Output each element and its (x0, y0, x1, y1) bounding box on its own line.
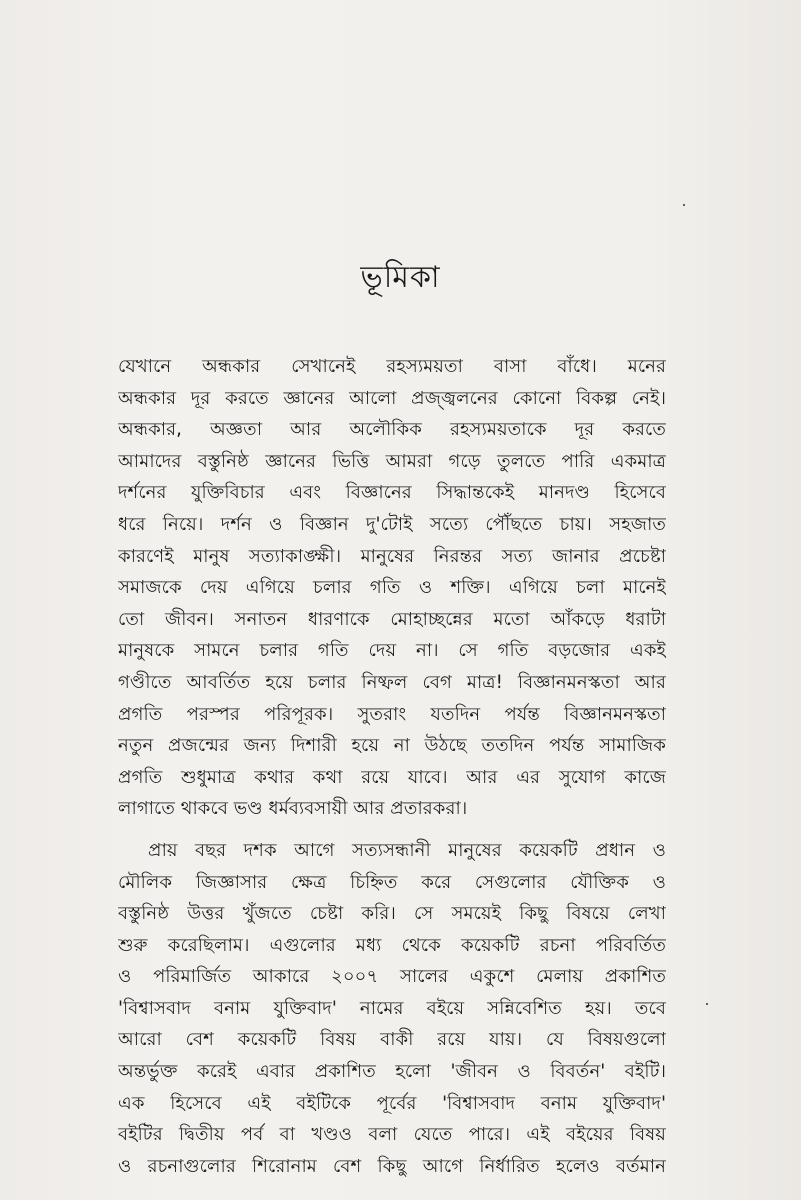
text-line: ধরে নিয়ে। দর্শন ও বিজ্ঞান দু'টোই সত্যে পৌঁছতে চায়। সহজাত (118, 513, 666, 535)
text-line: বইটির দ্বিতীয় পর্ব বা খণ্ডও বলা যেতে পারে। এই বইয়ের বিষয় (118, 1124, 666, 1146)
text-line: তো জীবন। সনাতন ধারণাকে মোহাচ্ছন্নের মতো আঁকড়ে ধরাটা (118, 608, 666, 630)
paragraph-2 (118, 835, 666, 1183)
text-line: মানুষকে সামনে চলার গতি দেয় না। সে গতি বড়জোর একই (118, 640, 666, 662)
body-text (118, 351, 666, 1182)
paragraph-gap (118, 825, 666, 835)
text-line: প্রগতি শুধুমাত্র কথার কথা রয়ে যাবে। আর এর সুযোগ কাজে (118, 766, 666, 788)
text-line: 'বিশ্বাসবাদ বনাম যুক্তিবাদ' নামের বইয়ে সন্নিবেশিত হয়। তবে (118, 997, 666, 1019)
text-line: শুরু করেছিলাম। এগুলোর মধ্য থেকে কয়েকটি রচনা পরিবর্তিত (118, 934, 666, 956)
text-line: অন্ধকার দূর করতে জ্ঞানের আলো প্রজ্জ্বলনের কোনো বিকল্প নেই। (118, 387, 666, 409)
text-line: যেখানে অন্ধকার সেখানেই রহস্যময়তা বাসা বাঁধে। মনের (118, 356, 666, 377)
text-line: মৌলিক জিজ্ঞাসার ক্ষেত্র চিহ্নিত করে সেগুলোর যৌক্তিক ও (118, 871, 666, 893)
bleed-through-texture (95, 60, 655, 380)
text-line: আরো বেশ কয়েকটি বিষয় বাকী রয়ে যায়। যে বিষয়গুলো (118, 1029, 666, 1051)
text-line: ও রচনাগুলোর শিরোনাম বেশ কিছু আগে নির্ধারিত হলেও বর্তমান (118, 1155, 666, 1177)
paper-speck (683, 204, 685, 206)
paragraph-1 (118, 351, 666, 825)
text-line: গণ্ডীতে আবর্তিত হয়ে চলার নিষ্ফল বেগ মাত্র! বিজ্ঞানমনস্কতা আর (118, 671, 666, 693)
text-line: লাগাতে থাকবে ভণ্ড ধর্মব্যবসায়ী আর প্রতারকরা। (118, 798, 468, 820)
text-line: অন্তর্ভুক্ত করেই এবার প্রকাশিত হলো 'জীবন ও বিবর্তন' বইটি। (118, 1061, 666, 1083)
text-line: আমাদের বস্তুনিষ্ঠ জ্ঞানের ভিত্তি আমরা গড়ে তুলতে পারি একমাত্র (118, 450, 666, 472)
text-line: ও পরিমার্জিত আকারে ২০০৭ সালের একুশে মেলায় প্রকাশিত (118, 966, 666, 988)
text-line: বস্তুনিষ্ঠ উত্তর খুঁজতে চেষ্টা করি। সে সময়েই কিছু বিষয়ে লেখা (118, 903, 666, 925)
text-line: দর্শনের যুক্তিবিচার এবং বিজ্ঞানের সিদ্ধান্তকেই মানদণ্ড হিসেবে (118, 482, 666, 504)
text-line: নতুন প্রজন্মের জন্য দিশারী হয়ে না উঠছে ততদিন পর্যন্ত সামাজিক (118, 735, 666, 757)
text-line: কারণেই মানুষ সত্যাকাঙ্ক্ষী। মানুষের নিরন্তর সত্য জানার প্রচেষ্টা (118, 545, 666, 567)
text-line: প্রায় বছর দশক আগে সত্যসন্ধানী মানুষের কয়েকটি প্রধান ও (148, 839, 666, 861)
page-title: ভূমিকা (360, 260, 441, 295)
text-line: প্রগতি পরস্পর পরিপূরক। সুতরাং যতদিন পর্যন্ত বিজ্ঞানমনস্কতা (118, 703, 666, 725)
text-line: সমাজকে দেয় এগিয়ে চলার গতি ও শক্তি। এগিয়ে চলা মানেই (118, 577, 666, 599)
text-line: এক হিসেবে এই বইটিকে পূর্বের 'বিশ্বাসবাদ বনাম যুক্তিবাদ' (118, 1092, 666, 1114)
paper-speck (706, 1003, 708, 1005)
text-line: অন্ধকার, অজ্ঞতা আর অলৌকিক রহস্যময়তাকে দূর করতে (118, 419, 666, 441)
